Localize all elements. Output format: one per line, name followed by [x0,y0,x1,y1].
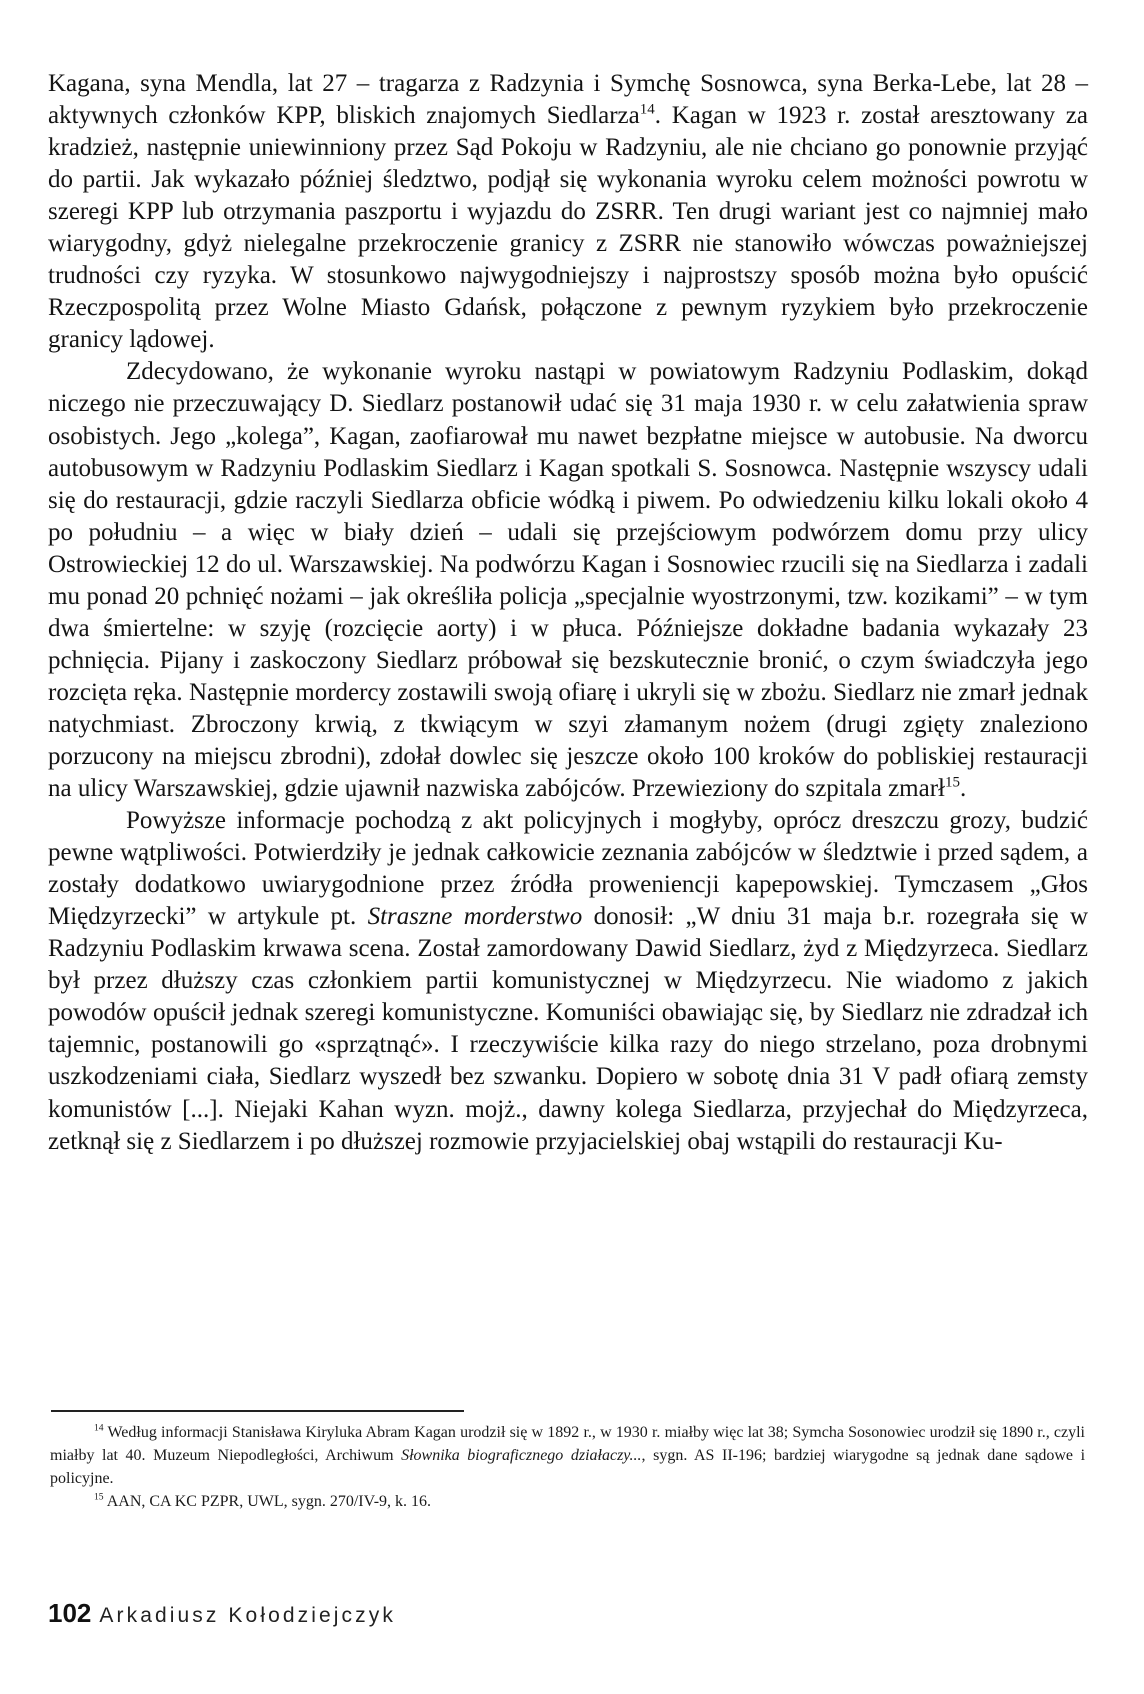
footnote-ref-15: 15 [944,774,960,791]
footnote-text-cont: , sygn. AS II-196; bardziej wiarygodne są jednak dane sądowe i policyjne. [50,1447,1086,1487]
paragraph-1-text: Kagana, syna Mendla, lat 27 – tragarza z Radzynia i Symchę Sosnowca, syna Berka-Lebe, lat 28 – aktywnych członków KPP, bliskich znajomych Siedlarza [48,70,1088,130]
paragraph-2 [48,356,1088,805]
article-title: Straszne morderstwo [367,903,583,931]
paragraph-3-text: Powyższe informacje pochodzą z akt policyjnych i mogłyby, oprócz dreszczu grozy, budzić pewne wątpliwości. Potwierdziły je jednak całkowicie zeznania zabójców w śledztwie i przed sądem, a zostały dodatkowo uwiarygodnione przez źródła proweniencji kapepowskiej. Tymczasem „Głos Międzyrzecki” w artykule pt. [48,807,1088,931]
paragraph-3 [48,805,1088,1158]
footnote-text: Według informacji Stanisława Kiryluka Abram Kagan urodził się w 1892 r., w 1930 r. miałby więc lat 38; Symcha Sosonowiec urodził się 1890 r., czyli miałby lat 40. Muzeum Niepodległości, Archiwum [50,1424,1085,1464]
paragraph-2-text: Zdecydowano, że wykonanie wyroku nastąpi w powiatowym Radzyniu Podlaskim, dokąd niczego nie przeczuwający D. Siedlarz postanowił udać się 31 maja 1930 r. w celu załatwienia spraw osobistych. Jego „kolega”, Kagan, zaofiarował mu nawet bezpłatne miejsce w autobusie. Na dworcu autobusowym w Radzyniu Podlaskim Siedlarz i Kagan spotkali S. Sosnowca. Następnie wszyscy udali się do restauracji, gdzie raczyli Siedlarza obficie wódką i piwem. Po odwiedzeniu kilku lokali około 4 po południu – a więc w biały dzień – udali się przejściowym podwórzem domu przy ulicy Ostrowieckiej 12 do ul. Warszawskiej. Na podwórzu Kagan i Sosnowiec rzucili się na Siedlarza i zadali mu ponad 20 pchnięć nożami – jak określiła policja „specjalnie wyostrzonymi, tzw. kozikami” – w tym dwa śmiertelne: w szyję (rozcięcie aorty) i w płuca. Późniejsze dokładne badania wykazały 23 pchnięcia. Pijany i zaskoczony Siedlarz próbował się bezskutecznie bronić, o czym świadczyła jego rozcięta ręka. Następnie mordercy zostawili swoją ofiarę i ukryli się w zbożu. Siedlarz nie zmarł jednak natychmiast. Zbroczony krwią, z tkwiącym w szyi złamanym nożem (drugi zgięty znaleziono porzucony na miejscu zbrodni), zdołał dowlec się jeszcze około 100 kroków do pobliskiej restauracji na ulicy Warszawskiej, gdzie ujawnił nazwiska zabójców. Przewieziony do szpitala zmarł [48,358,1088,803]
paragraph-1-text-cont: . Kagan w 1923 r. został aresztowany za kradzież, następnie uniewinniony przez Sąd Pokoju w Radzyniu, ale nie chciano go ponownie przyjąć do partii. Jak wykazało później śledztwo, podjął się wykonania wyroku celem możności powrotu w szeregi KPP lub otrzymania paszportu i wyjazdu do ZSRR. Ten drugi wariant jest co najmniej mało wiarygodny, gdyż nielegalne przekroczenie granicy z ZSRR nie stanowiło wówczas poważniejszej trudności czy ryzyka. W stosunkowo najwygodniejszy i najprostszy sposób można było opuścić Rzeczpospolitą przez Wolne Miasto Gdańsk, połączone z pewnym ryzykiem było przekroczenie granicy lądowej. [48,102,1088,354]
footnote-number: 15 [94,1491,104,1503]
paragraph-2-text-cont: . [959,775,967,803]
footnote-number: 14 [94,1422,104,1434]
page-number: 102 [48,1598,92,1628]
paragraph-1 [48,68,1088,356]
footnote-ref-14: 14 [639,101,655,118]
footnotes [50,1421,1085,1513]
page-footer [48,1598,396,1629]
footnote-divider [51,1410,464,1412]
running-author: Arkadiusz Kołodziejczyk [99,1604,396,1627]
footnote-15 [50,1490,1085,1513]
footnote-14 [50,1421,1085,1490]
footnote-italic-title: Słownika biograficznego działaczy... [401,1447,642,1464]
paragraph-3-text-cont: donosił: „W dniu 31 maja b.r. rozegrała się w Radzyniu Podlaskim krwawa scena. Został zamordowany Dawid Siedlarz, żyd z Międzyrzeca. Siedlarz był przez dłuższy czas członkiem partii komunistycznej w Międzyrzecu. Nie wiadomo z jakich powodów opuścił jednak szeregi komunistyczne. Komuniści obawiając się, by Siedlarz nie zdradzał ich tajemnic, postanowili go «sprzątnąć». I rzeczywiście kilka razy do niego strzelano, poza drobnymi uszkodzeniami ciała, Siedlarz wyszedł bez szwanku. Dopiero w sobotę dnia 31 V padł ofiarą zemsty komunistów [...]. Niejaki Kahan wyzn. mojż., dawny kolega Siedlarza, przyjechał do Międzyrzeca, zetknął się z Siedlarzem i po dłuższej rozmowie przyjacielskiej obaj wstąpili do restauracji Ku- [48,903,1089,1155]
main-text [48,68,1088,1158]
footnote-text: AAN, CA KC PZPR, UWL, sygn. 270/IV-9, k. 16. [103,1493,432,1510]
